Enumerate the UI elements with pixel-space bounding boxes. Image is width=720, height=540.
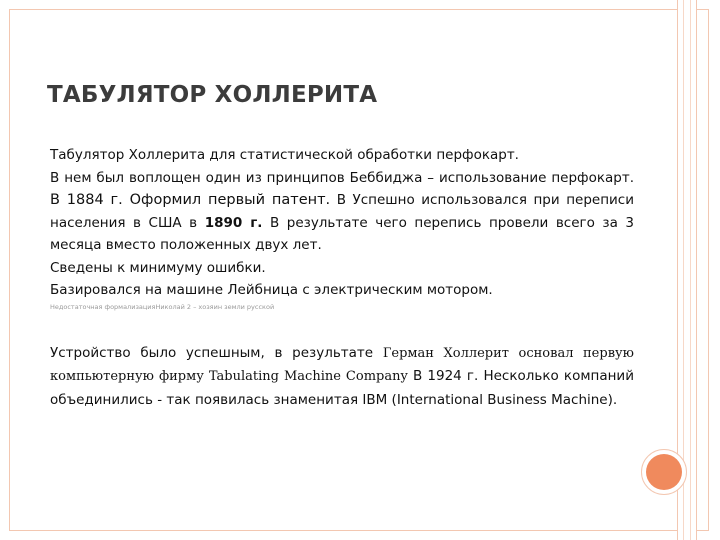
decorative-circle-icon <box>646 454 682 490</box>
small-note: Недостаточная формализацияНиколай 2 – хозяин земли русской <box>50 302 275 311</box>
text-hollerith-company: Герман Холлерит основал первую компьютерную фирму Tabulating Machine Company <box>50 345 634 384</box>
text-census: В Успешно использовался при переписи населения в США в <box>50 192 634 231</box>
text-principle: В нем был воплощен один из принципов Беббиджа – использование перфокарт. <box>50 169 634 186</box>
paragraph-intro: Табулятор Холлерита для статистической обработки перфокарт. <box>50 147 519 163</box>
decorative-side-bar-inner <box>683 0 691 540</box>
text-ibm: В 1924 г. Несколько компаний объединились - так появилась знаменитая IBM (International Business Machine). <box>50 368 634 408</box>
slide-content <box>50 144 634 411</box>
text-census-result: В результате чего перепись провели всего за 3 месяца вместо положенных двух лет. <box>50 214 634 253</box>
text-patent: В 1884 г. Оформил первый патент. <box>50 192 331 208</box>
text-year-1890: 1890 г. <box>204 214 263 231</box>
text-device-success: Устройство было успешным, в результате <box>50 344 383 361</box>
paragraph-errors: Сведены к минимуму ошибки. <box>50 259 266 276</box>
slide-title: ТАБУЛЯТОР ХОЛЛЕРИТА <box>47 82 378 108</box>
paragraph-leibniz: Базировался на машине Лейбница с электрическим мотором. <box>50 282 493 298</box>
paragraph-ibm <box>50 342 634 412</box>
paragraph-principles <box>50 167 634 257</box>
